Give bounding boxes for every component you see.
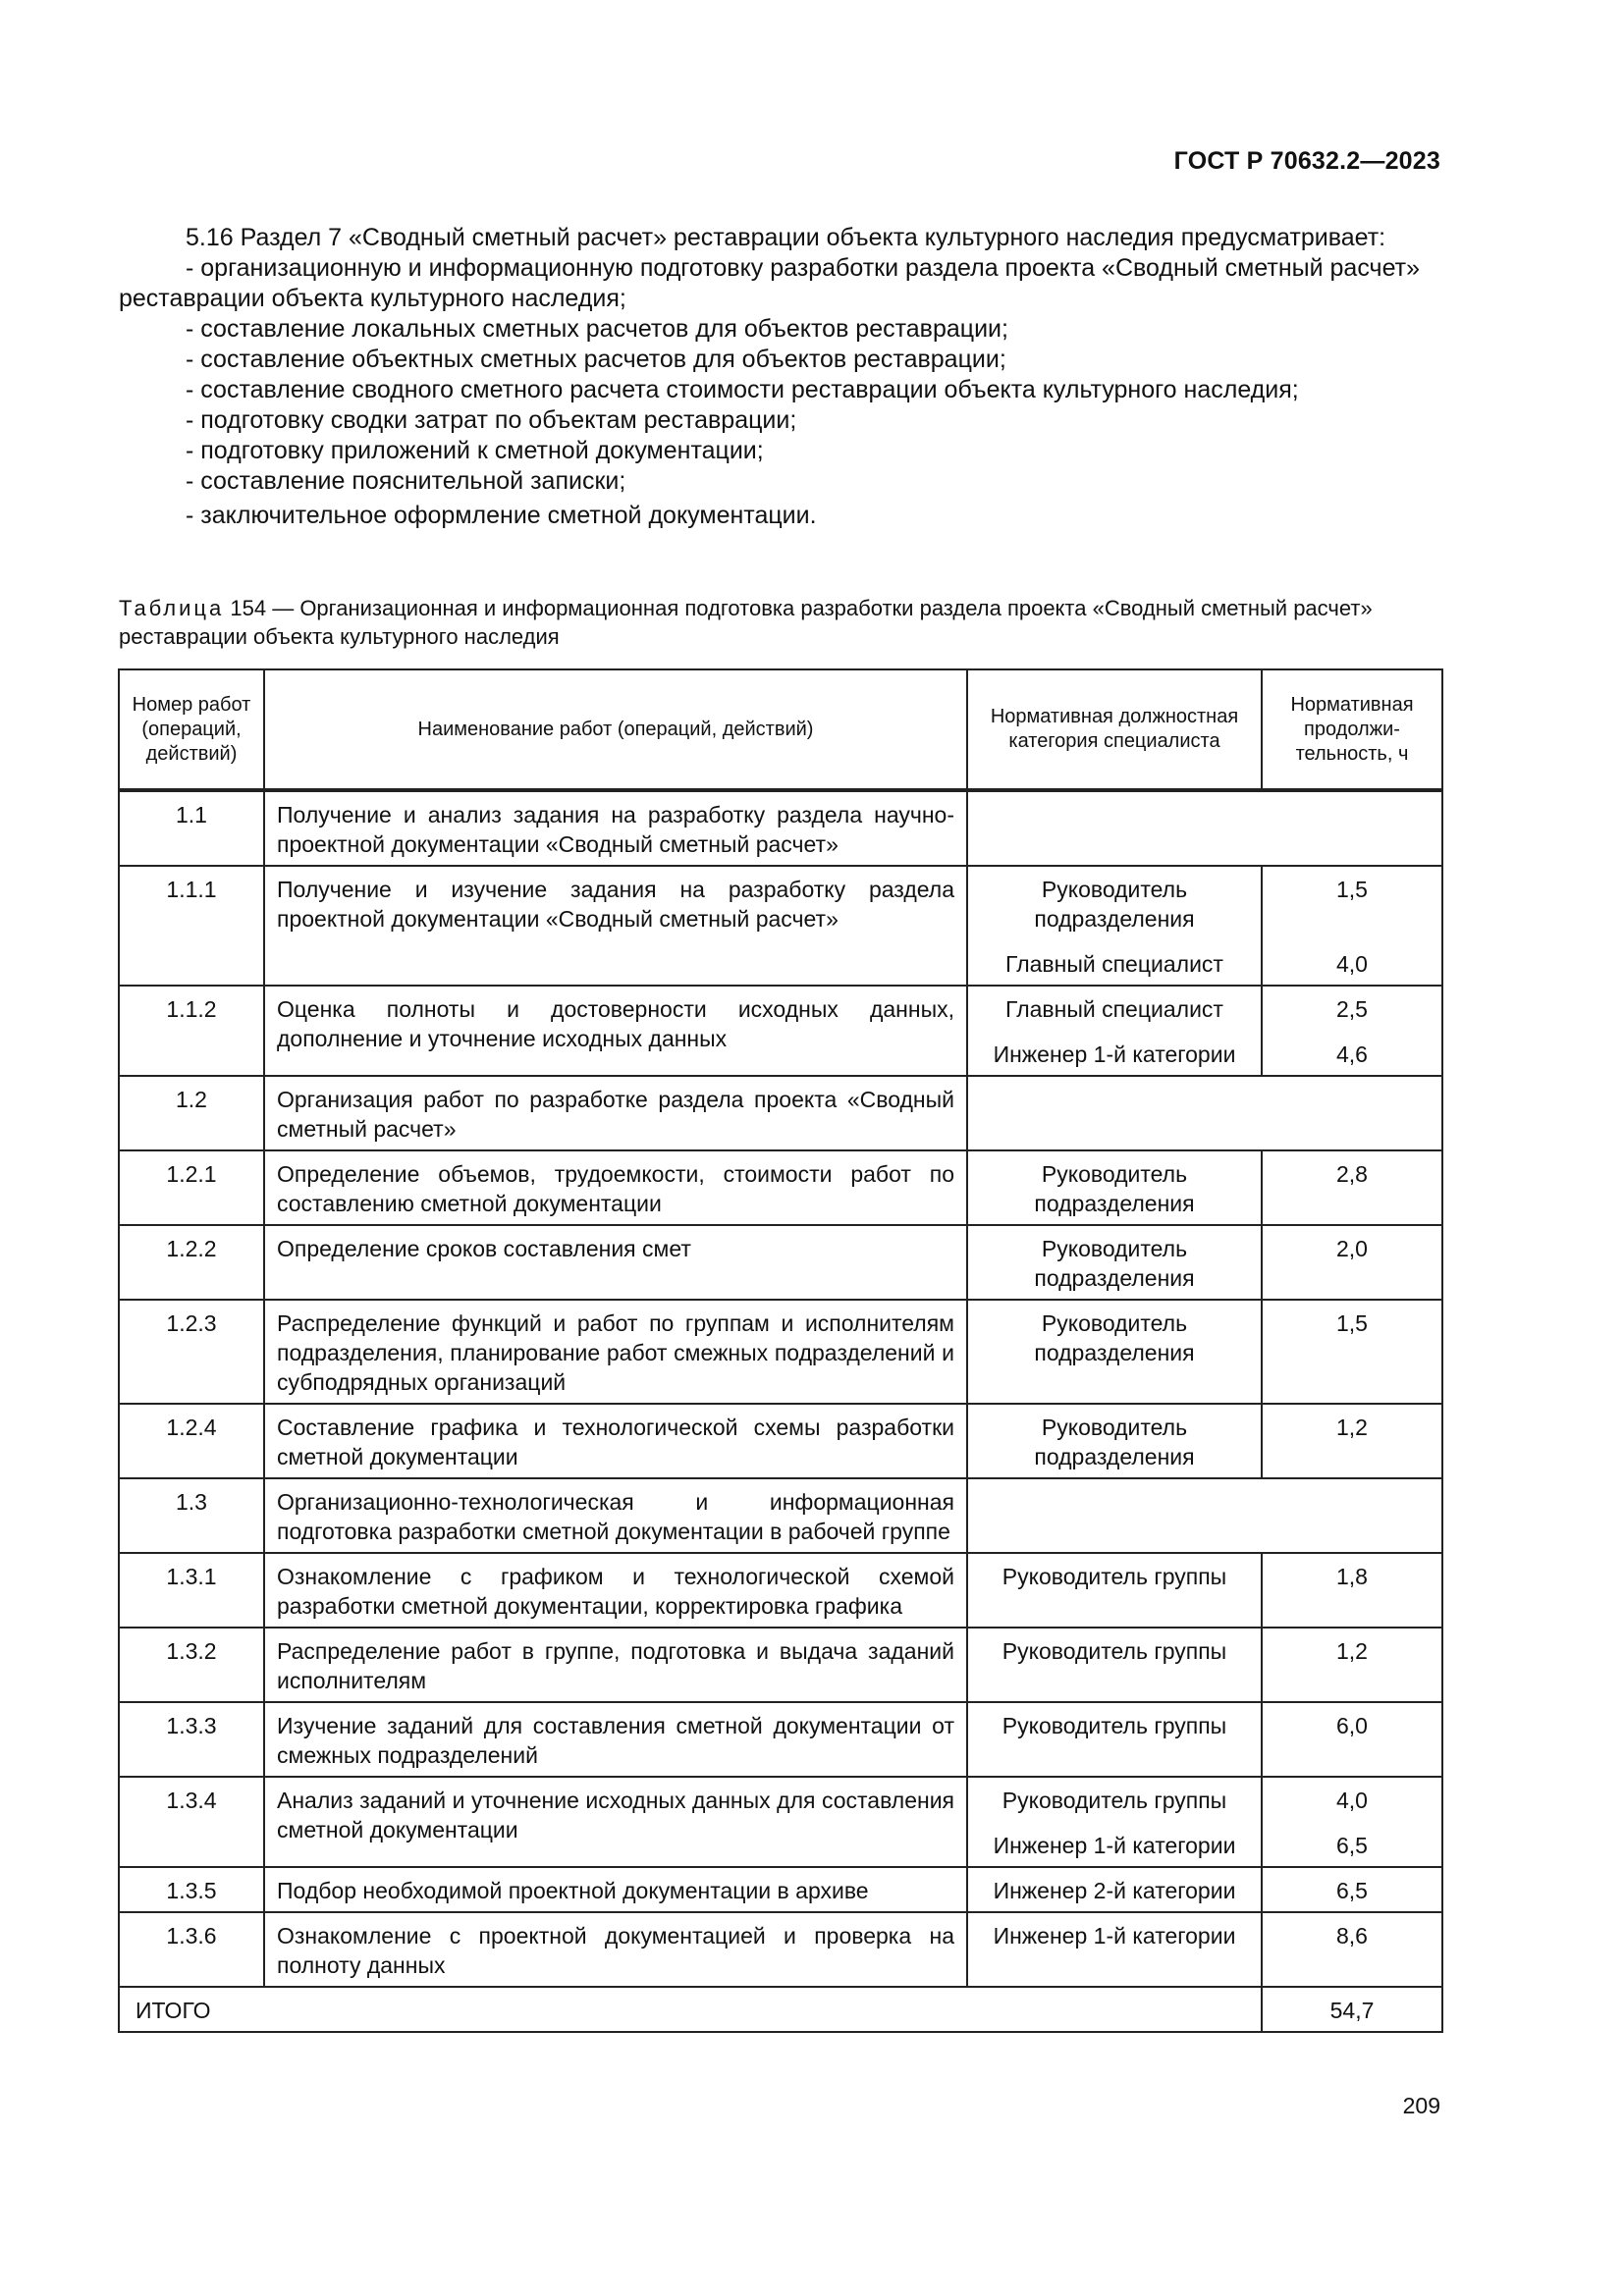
row-number: 1.3.1 [119,1553,264,1628]
duration-cell [1262,1300,1442,1404]
work-name: Подбор необходимой проектной документации в архиве [264,1867,967,1912]
table-row [119,1076,1442,1150]
table-row [119,1300,1442,1404]
work-name: Оценка полноты и достоверности исходных данных, дополнение и уточнение исходных данных [264,986,967,1076]
duration-cell [1262,1867,1442,1912]
specialist-category: Инженер 1-й категории [993,1833,1236,1858]
column-header-number: Номер работ (операций, действий) [119,669,264,790]
duration-value: 1,2 [1336,1638,1368,1664]
duration-value: 2,0 [1336,1236,1368,1261]
specialist-category: Главный специалист [1005,951,1223,977]
list-item: - составление сводного сметного расчета стоимости реставрации объекта культурного наследия; [186,376,1299,403]
duration-cell [1262,1702,1442,1777]
specialist-category: Инженер 1-й категории [993,1041,1236,1067]
duration-value: 2,8 [1336,1161,1368,1187]
table-row [119,790,1442,866]
category-cell [967,1300,1262,1404]
table-row [119,1404,1442,1478]
table-row [119,1150,1442,1225]
empty-cell [967,790,1442,866]
row-number: 1.3.5 [119,1867,264,1912]
category-cell [967,1553,1262,1628]
row-number: 1.1.2 [119,986,264,1076]
table-row [119,1702,1442,1777]
list-item: - составление локальных сметных расчетов для объектов реставрации; [186,315,1008,343]
row-number: 1.3 [119,1478,264,1553]
norms-table [118,668,1443,2033]
specialist-category: Главный специалист [1005,996,1223,1022]
row-number: 1.2.1 [119,1150,264,1225]
row-number: 1.1 [119,790,264,866]
row-number: 1.2 [119,1076,264,1150]
list-item: - составление пояснительной записки; [186,467,626,495]
total-value: 54,7 [1262,1987,1442,2032]
work-name: Ознакомление с графиком и технологической схемой разработки сметной документации, корректировка графика [264,1553,967,1628]
duration-value: 6,5 [1336,1878,1368,1903]
list-item: - составление объектных сметных расчетов для объектов реставрации; [186,346,1006,373]
row-number: 1.3.2 [119,1628,264,1702]
duration-value: 1,5 [1336,877,1368,902]
work-name: Ознакомление с проектной документацией и проверка на полноту данных [264,1912,967,1987]
work-name: Получение и изучение задания на разработку раздела проектной документации «Сводный сметный расчет» [264,866,967,986]
table-row [119,1777,1442,1867]
duration-value: 4,0 [1336,951,1368,977]
work-name: Получение и анализ задания на разработку раздела научно-проектной документации «Сводный сметный расчет» [264,790,967,866]
category-cell [967,1404,1262,1478]
table-header-row [119,669,1442,790]
specialist-category: Руководитель подразделения [1034,1310,1195,1365]
table-row [119,866,1442,986]
row-number: 1.2.4 [119,1404,264,1478]
duration-value: 4,0 [1336,1788,1368,1813]
duration-value: 1,8 [1336,1564,1368,1589]
category-cell [967,986,1262,1076]
specialist-category: Инженер 1-й категории [993,1923,1236,1949]
duration-cell [1262,866,1442,986]
row-number: 1.3.6 [119,1912,264,1987]
work-name: Анализ заданий и уточнение исходных данных для составления сметной документации [264,1777,967,1867]
table-row [119,1478,1442,1553]
category-cell [967,866,1262,986]
duration-cell [1262,1912,1442,1987]
table-row [119,1553,1442,1628]
requirements-list [119,253,1439,531]
specialist-category: Руководитель подразделения [1034,1415,1195,1469]
work-name: Составление графика и технологической схемы разработки сметной документации [264,1404,967,1478]
specialist-category: Руководитель подразделения [1034,877,1195,932]
duration-value: 8,6 [1336,1923,1368,1949]
table-row [119,986,1442,1076]
duration-value: 2,5 [1336,996,1368,1022]
list-item: - подготовку сводки затрат по объектам реставрации; [186,406,797,434]
paragraph-lead: 5.16 Раздел 7 «Сводный сметный расчет» реставрации объекта культурного наследия предусматривает: [186,224,1386,251]
duration-cell [1262,1150,1442,1225]
specialist-category: Руководитель группы [1001,1788,1227,1813]
duration-cell [1262,1628,1442,1702]
table-row [119,1912,1442,1987]
category-cell [967,1702,1262,1777]
duration-cell [1262,1553,1442,1628]
duration-value: 4,6 [1336,1041,1368,1067]
work-name: Организационно-технологическая и информационная подготовка разработки сметной документации в рабочей группе [264,1478,967,1553]
duration-value: 6,5 [1336,1833,1368,1858]
duration-cell [1262,1404,1442,1478]
specialist-category: Руководитель подразделения [1034,1161,1195,1216]
duration-cell [1262,1225,1442,1300]
work-name: Определение сроков составления смет [264,1225,967,1300]
duration-value: 1,2 [1336,1415,1368,1440]
duration-value: 6,0 [1336,1713,1368,1738]
total-label: ИТОГО [119,1987,1262,2032]
table-caption-text: 154 — Организационная и информационная подготовка разработки раздела проекта «Сводный сметный расчет» реставрации объекта культурного наследия [119,596,1373,649]
specialist-category: Руководитель группы [1001,1564,1227,1589]
table-row [119,1867,1442,1912]
list-item: - подготовку приложений к сметной документации; [186,437,764,464]
category-cell [967,1225,1262,1300]
category-cell [967,1777,1262,1867]
section-text [119,223,1439,531]
page-number: 209 [1402,2093,1440,2118]
category-cell [967,1867,1262,1912]
work-name: Распределение функций и работ по группам и исполнителям подразделения, планирование работ смежных подразделений и субподрядных организаций [264,1300,967,1404]
specialist-category: Руководитель группы [1001,1713,1227,1738]
row-number: 1.3.3 [119,1702,264,1777]
specialist-category: Руководитель группы [1001,1638,1227,1664]
work-name: Определение объемов, трудоемкости, стоимости работ по составлению сметной документации [264,1150,967,1225]
work-name: Организация работ по разработке раздела проекта «Сводный сметный расчет» [264,1076,967,1150]
document-designation: ГОСТ Р 70632.2—2023 [1173,147,1440,175]
work-name: Изучение заданий для составления сметной документации от смежных подразделений [264,1702,967,1777]
table-caption-label: Таблица [119,596,225,620]
row-number: 1.2.2 [119,1225,264,1300]
row-number: 1.1.1 [119,866,264,986]
list-item: - заключительное оформление сметной документации. [186,502,817,529]
duration-value: 1,5 [1336,1310,1368,1336]
table-caption [119,594,1439,651]
specialist-category: Руководитель подразделения [1034,1236,1195,1291]
category-cell [967,1150,1262,1225]
list-item: - организационную и информационную подготовку разработки раздела проекта «Сводный сметный расчет» реставрации объекта культурного наследия; [119,254,1421,312]
duration-cell [1262,1777,1442,1867]
table-row [119,1628,1442,1702]
work-name: Распределение работ в группе, подготовка и выдача заданий исполнителям [264,1628,967,1702]
category-cell [967,1628,1262,1702]
table-row [119,1225,1442,1300]
duration-cell [1262,986,1442,1076]
empty-cell [967,1478,1442,1553]
column-header-duration: Нормативная продолжительность, ч [1262,669,1442,790]
category-cell [967,1912,1262,1987]
total-row [119,1987,1442,2032]
row-number: 1.3.4 [119,1777,264,1867]
empty-cell [967,1076,1442,1150]
table-body [119,790,1442,1987]
column-header-name: Наименование работ (операций, действий) [264,669,967,790]
row-number: 1.2.3 [119,1300,264,1404]
specialist-category: Инженер 2-й категории [993,1878,1236,1903]
column-header-category: Нормативная должностная категория специалиста [967,669,1262,790]
